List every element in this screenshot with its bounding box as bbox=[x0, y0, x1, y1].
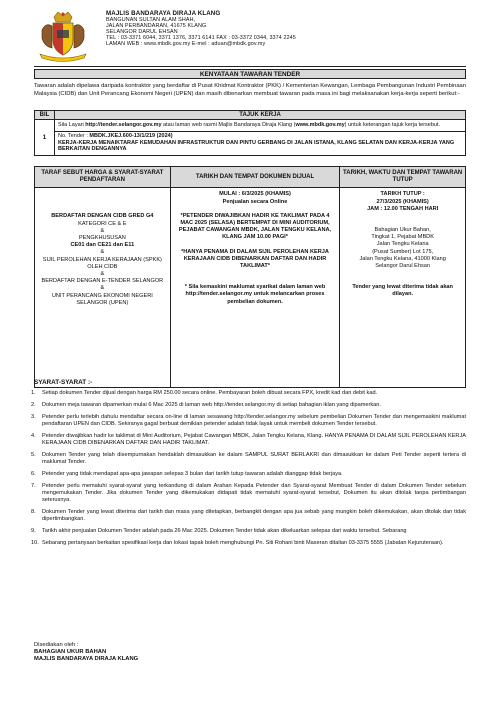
reg-specialisation: PENGKHUSUSAN bbox=[78, 235, 126, 242]
letterhead bbox=[34, 10, 474, 66]
condition-text: Petender perlu mematuhi syarat-syarat yang terkandung di dalam Arahan Kepada Petender dan Syarat-syarat Membuat Tender di dalam Dokumen Tender sebelum mengemukakan Tender. Jika dokumen Tender yang dikemukakan didapati tidak mematuhi syarat-syarat tersebut, Dokumen itu akan ditolak tanpa pertimbangan seterusnya. bbox=[42, 483, 466, 504]
condition-number: 3. bbox=[31, 414, 36, 421]
website-note-text: Sila Layari bbox=[58, 122, 86, 128]
signoff-organisation: MAJLIS BANDARAYA DIRAJA KLANG bbox=[34, 656, 139, 663]
header-divider bbox=[34, 66, 466, 67]
close-place-line: Jalan Tengku Kelana bbox=[376, 241, 429, 248]
briefing-eligibility-note: *HANYA PENAMA DI DALAM SIJIL PEROLEHAN KERJA KERAJAAN CIDB DIBENARKAN DAFTAR DAN HADIR TAKLIMAT* bbox=[181, 248, 329, 270]
reg-ampersand: & bbox=[100, 285, 105, 292]
close-place-line: Tingkat 1, Pejabat MBDK bbox=[371, 234, 434, 241]
tender-no-label: No. Tender : bbox=[58, 132, 90, 139]
reg-ampersand: & bbox=[100, 271, 105, 278]
sale-online: Penjualan secara Online bbox=[222, 198, 288, 205]
condition-item bbox=[30, 414, 470, 428]
website-note bbox=[55, 120, 466, 132]
tender-details bbox=[55, 131, 466, 155]
tender-website-link[interactable]: http://tender.selangor.gov.my bbox=[85, 122, 162, 128]
reg-ampersand: & bbox=[100, 249, 105, 256]
close-place-line: Selangor Darul Ehsan bbox=[375, 263, 431, 270]
condition-text: Petender perlu terlebih dahulu mendaftar secara on-line di laman sesawang http://tender.selangor.my sebelum pembelian Dokumen Tender dan mengemaskini maklumat pendaftaran UPEN dan CIDB. Sekiranya gagal berbuat demikian petender adalah tidak layak untuk membeli dokumen Tender tersebut. bbox=[42, 414, 466, 428]
sale-cell bbox=[170, 188, 340, 388]
reg-ampersand: & bbox=[100, 227, 105, 234]
condition-number: 9. bbox=[31, 528, 36, 535]
row-number: 1 bbox=[35, 120, 55, 156]
condition-text: Dokumen Tender yang lewat diterima dari tarikh dan masa yang ditetapkan, berbangkit dengan apa jua sebab yang mungkin boleh dikemukakan, akan ditolak dan tidak dipertimbangkan. bbox=[42, 509, 466, 523]
condition-text: Dokumen meja tawaran dipamerkan mulai 6 Mac 2025 di laman web http://tender.selangor.my di setiap bahagian iklan yang dipamerkan. bbox=[42, 402, 381, 409]
condition-text: Sebarang pertanyaan berkaitan spesifikasi kerja dan lokasi tapak boleh menghubungi Pn. Siti Rohani binti Maseran ditalian 03-3375 5555 (Jabatan Kejuruteraan). bbox=[42, 540, 444, 547]
condition-number: 5. bbox=[31, 452, 36, 459]
condition-item bbox=[30, 433, 470, 447]
condition-item bbox=[30, 452, 470, 466]
condition-number: 7. bbox=[31, 483, 36, 490]
conditions-list bbox=[30, 390, 470, 552]
reg-spkk: SIJIL PEROLEHAN KERJA KERAJAAN (SPKK) OLEH CIDB bbox=[42, 256, 162, 270]
condition-text: Petender yang tidak mendapat apa-apa jawapan selepas 3 bulan dari tarikh tutup tawaran adalah dianggap tidak berjaya. bbox=[42, 471, 343, 478]
condition-item bbox=[30, 528, 470, 535]
condition-text: Dokumen Tender yang telah disempurnakan hendaklah dimasukkan ke dalam SAMPUL SURAT BERLAKRI dan dimasukkan ke dalam Peti Tender seperti tertera di maklumat Tender. bbox=[42, 452, 466, 466]
close-label: TARIKH TUTUP : bbox=[380, 191, 425, 198]
reg-category: KATEGORI CE & E bbox=[78, 220, 127, 227]
signoff bbox=[34, 642, 138, 664]
close-place-line: Jalan Tengku Kelana, 41000 Klang bbox=[359, 255, 446, 262]
condition-item bbox=[30, 390, 470, 397]
condition-number: 6. bbox=[31, 471, 36, 478]
condition-item bbox=[30, 509, 470, 523]
mbdk-website-link[interactable]: www.mbdk.gov.my bbox=[295, 122, 345, 128]
work-title: KERJA-KERJA MENAIKTARAF KEMUDAHAN INFRASTRUKTUR DAN PINTU GERBANG DI JALAN ISTANA, KLANG SELATAN DAN KERJA-KERJA YANG BERKAITAN DENGANNYA bbox=[58, 139, 455, 153]
condition-number: 8. bbox=[31, 509, 36, 516]
condition-number: 2. bbox=[31, 402, 36, 409]
condition-text: Tarikh akhir penjualan Dokumen Tender adalah pada 26 Mac 2025. Dokumen Tender tidak akan dikeluarkan selepas dari waktu tersebut. Sebarang bbox=[42, 528, 407, 535]
registration-header: TARAF SEBUT HARGA & SYARAT-SYARAT PENDAFTARAN bbox=[35, 167, 171, 188]
sale-date: MULAI : 6/3/2025 (KHAMIS) bbox=[219, 191, 291, 198]
reg-etender: BERDAFTAR DENGAN E-TENDER SELANGOR bbox=[41, 278, 164, 285]
condition-item bbox=[30, 471, 470, 478]
council-crest-logo bbox=[34, 10, 92, 62]
late-submission-note: Tender yang lewat diterima tidak akan dilayan. bbox=[352, 284, 453, 298]
intro-paragraph: Tawaran adalah dipelawa daripada kontraktor yang berdaftar di Pusat Khidmat Kontraktor (PKK) / Kementerian Kewangan, Lembaga Pembangunan Industri Pembinaan Malaysia (CIDB) dan Unit Perancang Ekonomi Negeri (UPEN) dan masih dibenarkan membuat tawaran pada masa ini bagi melaksanakan kerja-kerja seperti berikut:- bbox=[34, 83, 466, 97]
condition-item bbox=[30, 540, 470, 547]
reg-codes: CE01 dan CE21 dan E11 bbox=[70, 242, 135, 249]
condition-number: 1. bbox=[31, 390, 36, 396]
letterhead-address-line: BANGUNAN SULTAN ALAM SHAH, bbox=[106, 17, 196, 23]
reg-cidb: BERDAFTAR DENGAN CIDB GRED G4 bbox=[51, 213, 154, 220]
requirements-table bbox=[34, 166, 466, 388]
notice-title: KENYATAAN TAWARAN TENDER bbox=[34, 69, 466, 79]
tender-table bbox=[34, 110, 466, 156]
sale-header: TARIKH DAN TEMPAT DOKUMEN DIJUAL bbox=[170, 167, 340, 188]
letterhead-address-line: SELANGOR DARUL EHSAN bbox=[106, 29, 178, 36]
letterhead-web-email: LAMAN WEB : www.mbdk.gov.my E-mel : aduan@mbdk.gov.my bbox=[106, 41, 266, 48]
conditions-title: SYARAT-SYARAT :- bbox=[34, 379, 93, 386]
condition-number: 10. bbox=[31, 540, 39, 547]
letterhead-text bbox=[106, 10, 296, 66]
close-place-line: Bahagian Ukur Bahan, bbox=[374, 227, 431, 234]
tender-number: MBDK.JKEJ.600-13/1/219 (2024) bbox=[89, 132, 173, 139]
condition-item bbox=[30, 402, 470, 409]
reg-upen: UNIT PERANCANG EKONOMI NEGERI SELANGOR (UPEN) bbox=[51, 292, 153, 306]
condition-text: Setiap dokumen Tender dijual dengan harga RM 250.00 secara online. Pembayaran boleh dibuat secara FPX, kredit kad dan debit kad. bbox=[42, 390, 378, 396]
condition-number: 4. bbox=[31, 433, 36, 440]
letterhead-address-line: JALAN PERBANDARAN, 41675 KLANG bbox=[106, 23, 207, 30]
website-note-text: atau laman web rasmi Majlis Bandaraya Diraja Klang ( bbox=[161, 122, 296, 128]
work-title-header: TAJUK KERJA bbox=[55, 111, 466, 120]
close-date: 27/3/2025 (KHAMIS) bbox=[376, 198, 429, 205]
briefing-notice: *PETENDER DIWAJIBKAN HADIR KE TAKLIMAT PADA 4 MAC 2025 (SELASA) BERTEMPAT DI MINI AUDITORIUM, PEJABAT CAWANGAN MBDK, JALAN TENGKU KELANA, KLANG JAM 10.00 PAGI* bbox=[178, 212, 332, 241]
close-time: JAM : 12.00 TENGAH HARI bbox=[367, 205, 439, 212]
signoff-department: BAHAGIAN UKUR BAHAN bbox=[34, 649, 107, 656]
condition-item bbox=[30, 483, 470, 504]
condition-text: Petender diwajibkan hadir ke taklimat di Mini Auditorium, Pejabat Cawangan MBDK, Jalan Tengku Kelana, Klang. HANYA PENAMA DI DALAM SIJIL PEROLEHAN KERJA KERAJAAN CIDB DIBENARKAN DAFTAR DAN HADIR TAKLIMAT. bbox=[42, 433, 466, 447]
prepared-by-label: Disediakan oleh : bbox=[34, 642, 79, 648]
close-place-line: (Pusat Sumber) Lot 175, bbox=[372, 248, 434, 255]
registration-cell bbox=[35, 188, 171, 388]
update-profile-note: * Sila kemaskini maklumat syarikat dalam laman web http://tender.selangor.my untuk melancarkan proses pembelian dokumen. bbox=[184, 284, 326, 305]
letterhead-org-name: MAJLIS BANDARAYA DIRAJA KLANG bbox=[106, 10, 221, 17]
bil-header: BIL bbox=[35, 111, 55, 120]
closing-header: TARIKH, WAKTU DAN TEMPAT TAWARAN TUTUP bbox=[340, 167, 466, 188]
closing-cell bbox=[340, 188, 466, 388]
website-note-text: ) untuk keterangan tajuk kerja tersebut. bbox=[344, 122, 441, 128]
letterhead-phone-fax: TEL : 03-3371 6044, 3371 1376, 3371 6141 FAX : 03-3372 0344, 3374 2245 bbox=[106, 35, 296, 42]
